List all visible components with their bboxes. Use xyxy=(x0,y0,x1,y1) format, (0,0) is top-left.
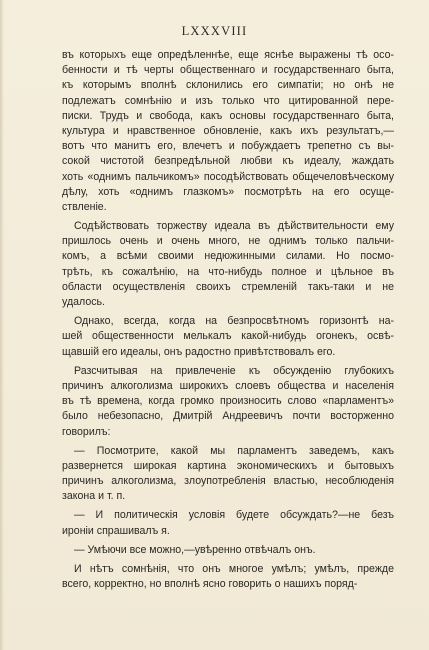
text-line: пришлось очень и очень много, не однимъ только пальчи- xyxy=(62,235,394,248)
text-line: дѣлу, хоть «однимъ глазкомъ» посмотрѣть на его осуще- xyxy=(62,185,394,198)
text-line: ствленіе. xyxy=(62,200,107,213)
page-number-header: LXXXVIII xyxy=(181,24,248,38)
text-line: писки. Трудъ и свобода, какъ основы государственнаго быта, xyxy=(62,109,394,122)
text-line: было небезопасно, Дмитрій Андреевичъ почти восторженно xyxy=(62,410,394,423)
text-line: щавшій его идеалы, онъ радостно привѣтствовалъ его. xyxy=(62,345,336,358)
text-line: Разсчитывая на привлеченіе къ обсужденію глубокихъ xyxy=(74,364,394,377)
text-line: развернется широкая картина экономическихъ и бытовыхъ xyxy=(62,459,394,472)
text-line: шей общественности мелькалъ какой-нибудь огонекъ, освѣ- xyxy=(62,330,394,343)
paragraph xyxy=(62,543,394,558)
text-line: сокой чистотой безпредѣльной любви къ идеалу, жаждать xyxy=(62,155,394,168)
text-line: Содѣйствовать торжеству идеала въ дѣйствительности ему xyxy=(74,220,394,233)
text-line: причинъ алкоголизма, злоупотребленія властью, несоблюденія xyxy=(62,475,394,488)
paragraph xyxy=(62,562,394,592)
text-line: говорилъ: xyxy=(62,425,111,438)
body-text xyxy=(62,48,394,596)
text-line: культура и нравственное обновленіе, какъ ихъ результатъ,— xyxy=(62,124,394,137)
paragraph xyxy=(62,48,394,215)
text-line: бенности и тѣ черты общественнаго и государственнаго быта, xyxy=(62,64,394,77)
paragraph xyxy=(62,364,394,440)
paragraph xyxy=(62,444,394,505)
text-line: ироніи спрашивалъ я. xyxy=(62,524,170,537)
text-line: вотъ что манитъ его, влечетъ и побуждаетъ трепетно съ вы- xyxy=(62,140,394,153)
text-line: области осуществленія своихъ стремленій такъ-таки и не xyxy=(62,280,394,293)
text-line: въ которыхъ еще опредѣленнѣе, еще яснѣе выражены тѣ осо- xyxy=(62,49,394,61)
text-line: — И политическія условія будете обсуждать?—не безъ xyxy=(74,509,394,522)
text-line: трѣть, къ сожалѣнію, на что-нибудь полное и цѣльное въ xyxy=(62,265,394,278)
text-line: закона и т. п. xyxy=(62,490,126,503)
text-line: комъ, а всѣми своими недюжинными силами. Но посмо- xyxy=(62,250,394,263)
text-line: И нѣтъ сомнѣнія, что онъ многое умѣлъ; умѣлъ, прежде xyxy=(74,563,394,575)
paragraph xyxy=(62,314,394,360)
text-line: въ тѣ времена, когда громко произносить слово «парламентъ» xyxy=(62,395,394,408)
paragraph xyxy=(62,508,394,538)
paragraph xyxy=(62,219,394,310)
text-line: — Посмотрите, какой мы парламентъ заведемъ, какъ xyxy=(74,444,394,457)
text-line: подлежатъ сомнѣнію и изъ только что цитированной пере- xyxy=(62,94,394,107)
page-gutter-shadow xyxy=(0,0,4,650)
text-line: причинъ алкоголизма широкихъ слоевъ общества и населенія xyxy=(62,379,394,392)
text-line: хоть «однимъ пальчикомъ» посодѣйствовать общечеловѣческому xyxy=(62,170,394,183)
text-line: — Умѣючи все можно,—увѣренно отвѣчалъ онъ. xyxy=(74,543,316,556)
text-line: всего, корректно, но вполнѣ ясно говорить о нашихъ поряд- xyxy=(62,578,358,591)
text-line: удалось. xyxy=(62,296,105,308)
text-line: Однако, всегда, когда на безпросвѣтномъ горизонтѣ на- xyxy=(74,315,394,328)
text-line: къ которымъ вполнѣ склонились его симпатіи; но онѣ не xyxy=(62,79,394,92)
